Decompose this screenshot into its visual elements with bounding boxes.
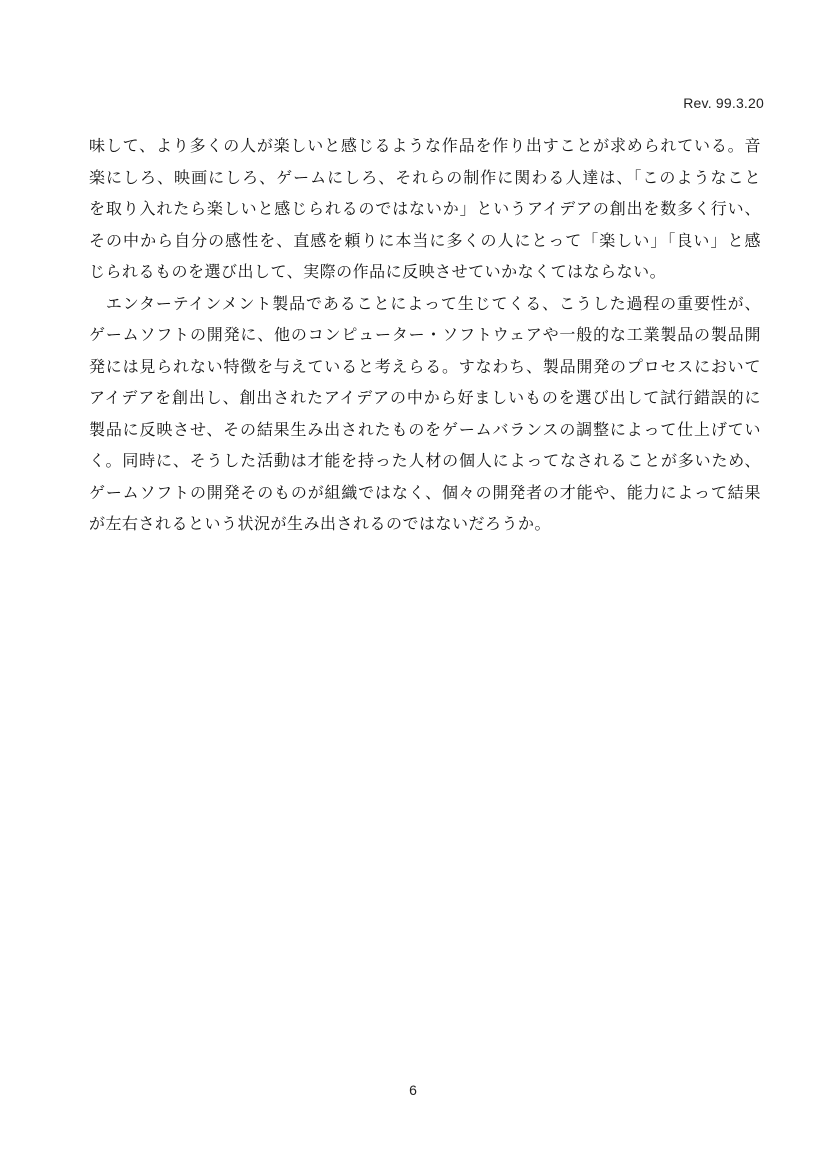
text-line: じられるものを選び出して、実際の作品に反映させていかなくてはならない。 [89, 262, 667, 281]
revision-label: Rev. 99.3.20 [683, 95, 764, 111]
text-line: ゲームソフトの開発そのものが組織ではなく、個々の開発者の才能や、能力によって結果 [89, 482, 761, 502]
body-text [89, 130, 761, 540]
text-line: く。同時に、そうした活動は才能を持った人材の個人によってなされることが多いため、 [89, 451, 761, 470]
text-line: その中から自分の感性を、直感を頼りに本当に多くの人にとって「楽しい」「良い」と感 [89, 230, 761, 250]
page-number: 6 [409, 1082, 417, 1098]
text-line: エンターテインメント製品であることによって生じてくる、こうした過程の重要性が、 [89, 293, 761, 313]
text-line: アイデアを創出し、創出されたアイデアの中から好ましいものを選び出して試行錯誤的に [89, 388, 761, 407]
text-line: 製品に反映させ、その結果生み出されたものをゲームバランスの調整によって仕上げてい [89, 419, 761, 439]
text-line: ゲームソフトの開発に、他のコンピューター・ソフトウェアや一般的な工業製品の製品開 [89, 325, 761, 344]
text-line: を取り入れたら楽しいと感じられるのではないか」というアイデアの創出を数多く行い、 [89, 199, 761, 218]
text-line: 楽にしろ、映画にしろ、ゲームにしろ、それらの制作に関わる人達は、「このようなこと [89, 167, 761, 187]
text-line: 味して、より多くの人が楽しいと感じるような作品を作り出すことが求められている。音 [89, 136, 761, 155]
text-line: が左右されるという状況が生み出されるのではないだろうか。 [89, 514, 552, 533]
text-line: 発には見られない特徴を与えていると考えらる。すなわち、製品開発のプロセスにおいて [89, 356, 761, 376]
